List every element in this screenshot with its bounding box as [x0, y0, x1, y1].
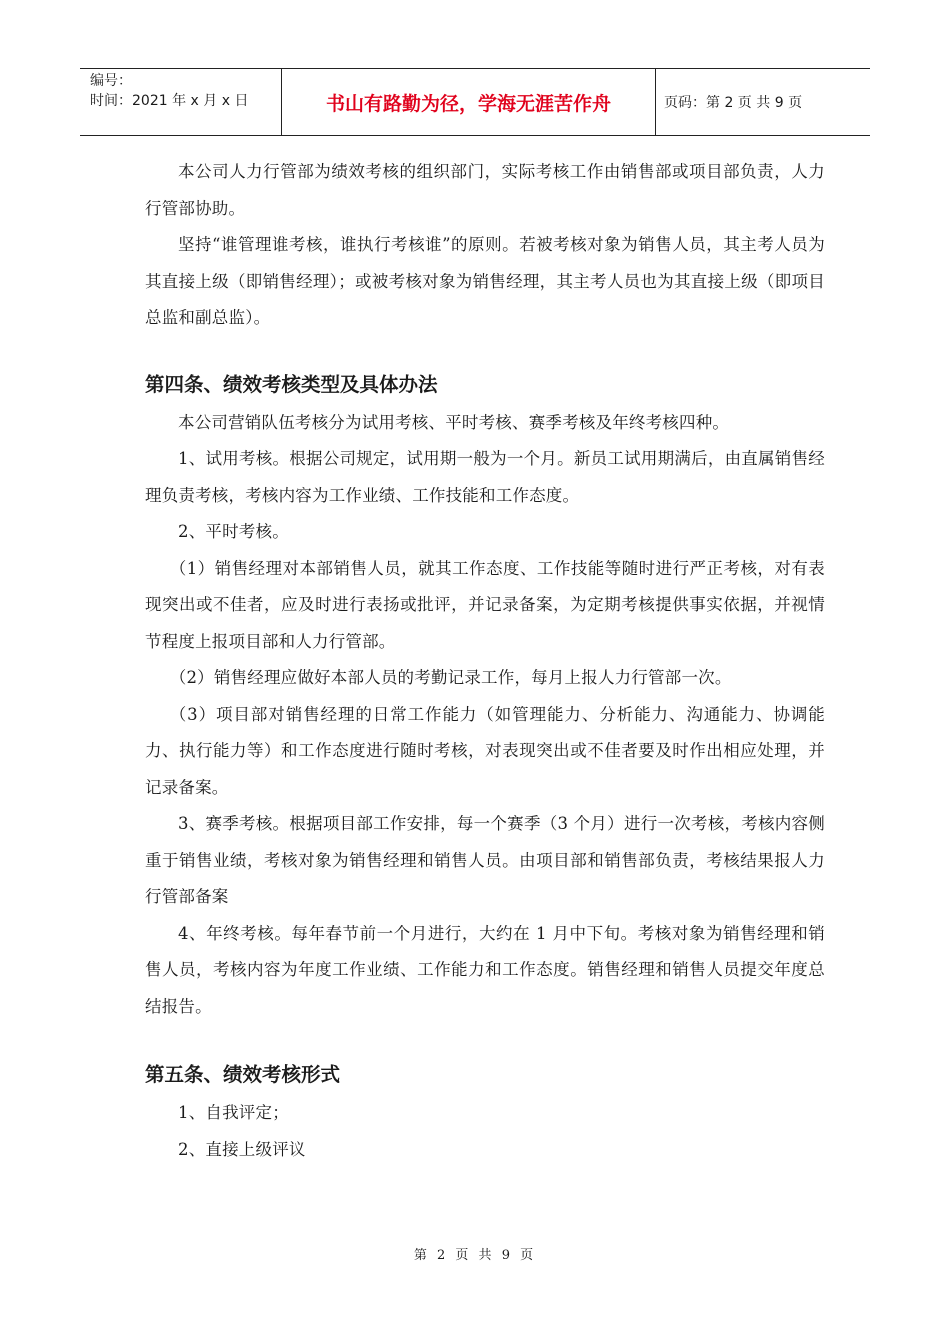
paragraph: 2、平时考核。 [178, 522, 289, 541]
header-page-number: 页码：第 2 页 共 9 页 [664, 95, 803, 111]
document-body [145, 154, 825, 1168]
paragraph: （1）销售经理对本部销售人员，就其工作态度、工作技能等随时进行严正考核，对有表现突出或不佳者，应及时进行表扬或批评，并记录备案，为定期考核提供事实依据，并视情节程度上报项目部和人力行管部。 [145, 558, 825, 651]
paragraph: （3）项目部对销售经理的日常工作能力（如管理能力、分析能力、沟通能力、协调能力、执行能力等）和工作态度进行随时考核，对表现突出或不佳者要及时作出相应处理，并记录备案。 [145, 704, 825, 797]
header-motto: 书山有路勤为径，学海无涯苦作舟 [282, 69, 656, 135]
time-label: 时间：2021 年 x 月 x 日 [90, 93, 249, 109]
paragraph: 坚持“谁管理谁考核，谁执行考核谁”的原则。若被考核对象为销售人员，其主考人员为其直接上级（即销售经理）；或被考核对象为销售经理，其主考人员也为其直接上级（即项目总监和副总监）。 [145, 235, 825, 327]
paragraph: （2）销售经理应做好本部人员的考勤记录工作，每月上报人力行管部一次。 [169, 668, 732, 687]
document-header [80, 68, 870, 136]
paragraph: 1、试用考核。根据公司规定，试用期一般为一个月。新员工试用期满后，由直属销售经理负责考核，考核内容为工作业绩、工作技能和工作态度。 [145, 449, 825, 505]
paragraph: 1、自我评定； [178, 1103, 289, 1122]
paragraph: 本公司营销队伍考核分为试用考核、平时考核、赛季考核及年终考核四种。 [178, 412, 730, 432]
page-footer: 第 2 页 共 9 页 [413, 1248, 537, 1263]
section-heading-article-5: 第五条、绩效考核形式 [145, 1063, 341, 1086]
number-label: 编号： [90, 73, 132, 89]
paragraph: 4、年终考核。每年春节前一个月进行，大约在 1 月中下旬。考核对象为销售经理和销售人员，考核内容为年度工作业绩、工作能力和工作态度。销售经理和销售人员提交年度总结报告。 [145, 923, 825, 1016]
paragraph: 3、赛季考核。根据项目部工作安排，每一个赛季（3 个月）进行一次考核，考核内容侧重于销售业绩，考核对象为销售经理和销售人员。由项目部和销售部负责，考核结果报人力行管部备案 [145, 814, 825, 906]
section-heading-article-4: 第四条、绩效考核类型及具体办法 [145, 372, 438, 396]
paragraph: 本公司人力行管部为绩效考核的组织部门，实际考核工作由销售部或项目部负责，人力行管部协助。 [145, 162, 825, 218]
header-meta [80, 69, 282, 135]
paragraph: 2、直接上级评议 [178, 1139, 306, 1159]
